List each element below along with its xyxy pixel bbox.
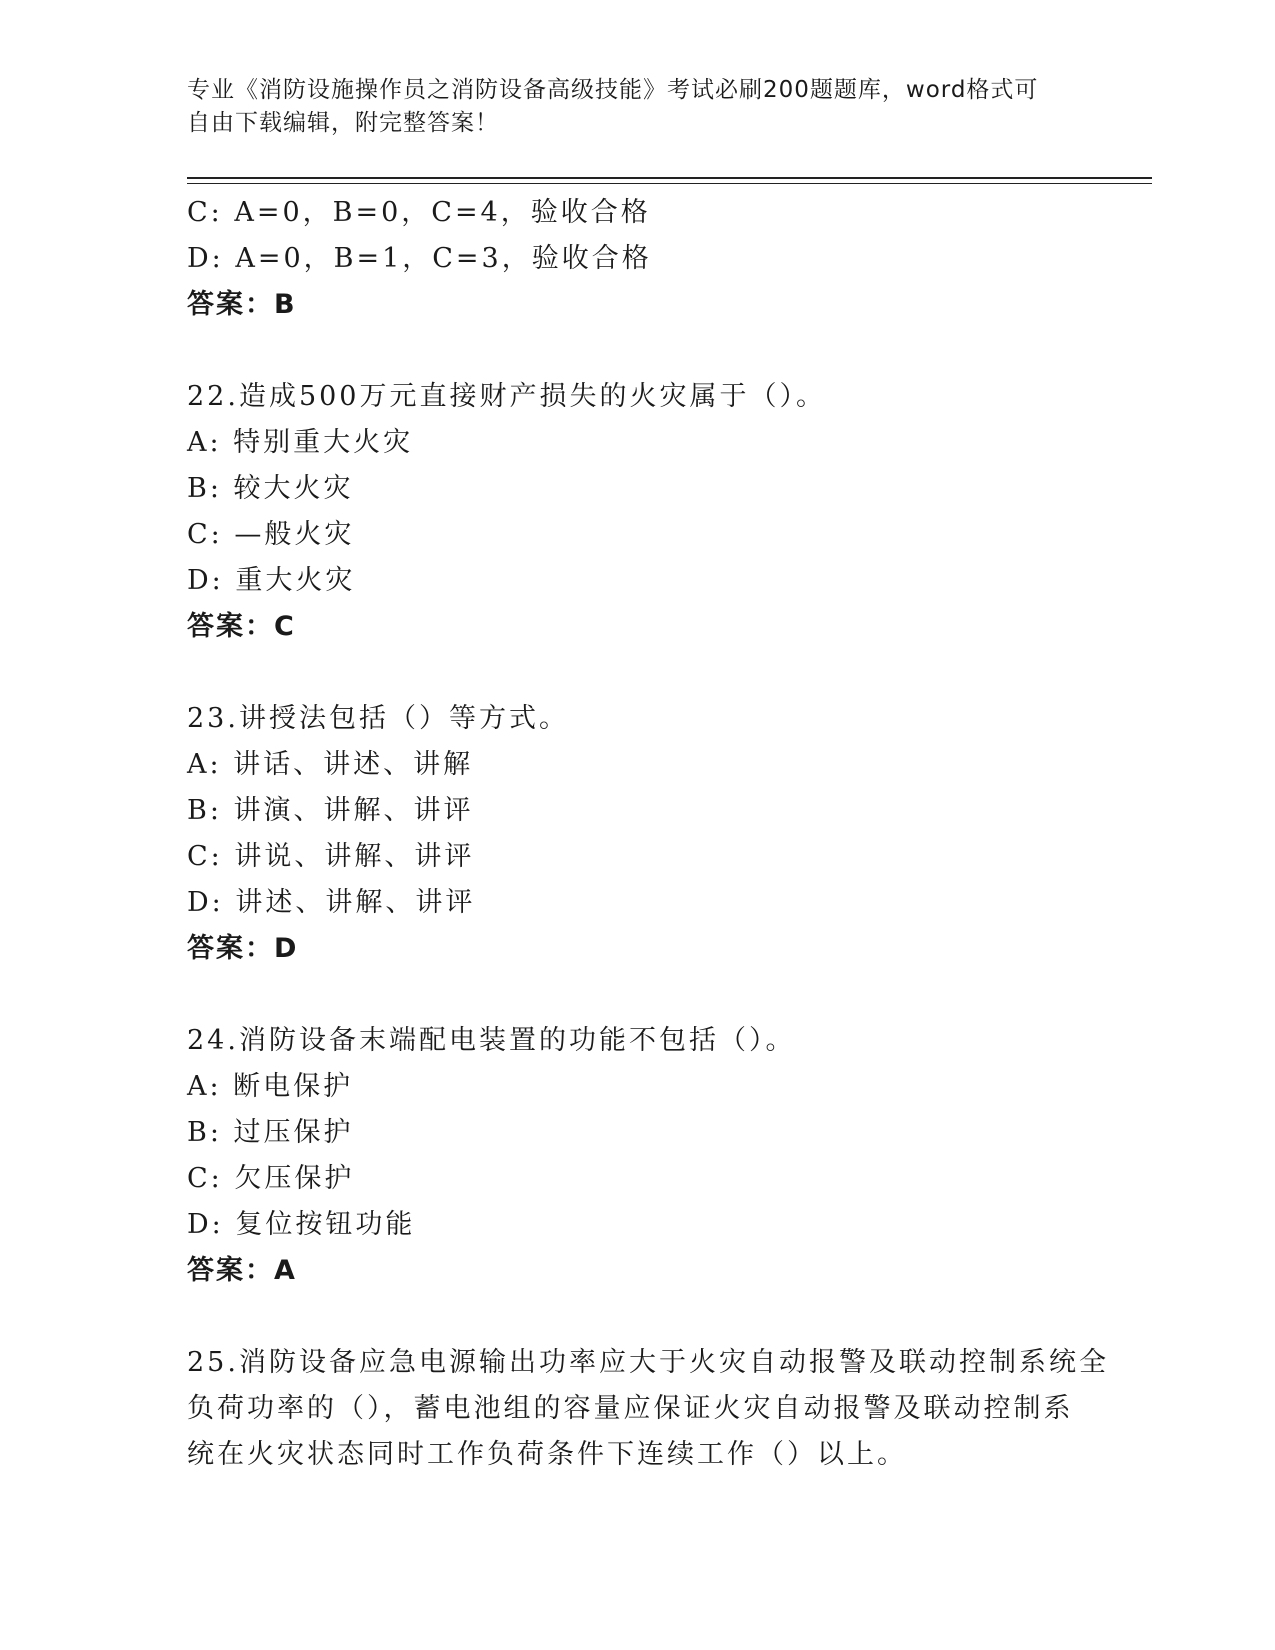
document-header: [187, 74, 1067, 140]
option-d: D: 复位按钮功能: [187, 1209, 416, 1240]
header-divider-thin: [187, 183, 1152, 184]
spacer: [187, 650, 1087, 696]
option-c: C: 欠压保护: [187, 1163, 355, 1194]
option-d: D: A=0，B=1，C=3，验收合格: [187, 243, 652, 274]
spacer: [187, 328, 1087, 374]
question-stem-line-3: 统在火灾状态同时工作负荷条件下连续工作（）以上。: [187, 1439, 907, 1470]
header-divider-thick: [187, 177, 1152, 179]
option-b: B: 过压保护: [187, 1117, 354, 1148]
option-b: B: 讲演、讲解、讲评: [187, 795, 474, 826]
option-a: A: 特别重大火灾: [187, 427, 414, 458]
question-25: [187, 1340, 1109, 1478]
option-c: C: A=0，B=0，C=4，验收合格: [187, 197, 651, 228]
spacer: [187, 1294, 1087, 1340]
answer-label: 答案：A: [187, 1255, 297, 1286]
option-d: D: 讲述、讲解、讲评: [187, 887, 476, 918]
question-list: [187, 190, 1109, 1478]
question-stem: 24.消防设备末端配电装置的功能不包括（）。: [187, 1025, 796, 1056]
question-stem: 22.造成500万元直接财产损失的火灾属于（）。: [187, 381, 826, 412]
question-24: [187, 1018, 1087, 1294]
question-21-tail: [187, 190, 1087, 328]
option-a: A: 讲话、讲述、讲解: [187, 749, 474, 780]
option-a: A: 断电保护: [187, 1071, 354, 1102]
answer-label: 答案：C: [187, 611, 296, 642]
spacer: [187, 972, 1087, 1018]
answer-label: 答案：B: [187, 289, 297, 320]
question-stem-line-1: 25.消防设备应急电源输出功率应大于火灾自动报警及联动控制系统全: [187, 1347, 1109, 1378]
question-stem: 23.讲授法包括（）等方式。: [187, 703, 569, 734]
header-line-2: 自由下载编辑，附完整答案！: [187, 110, 499, 136]
option-c: C: 讲说、讲解、讲评: [187, 841, 475, 872]
option-b: B: 较大火灾: [187, 473, 354, 504]
header-line-1: 专业《消防设施操作员之消防设备高级技能》考试必刷200题题库，word格式可: [187, 77, 1039, 103]
question-23: [187, 696, 1087, 972]
question-stem-line-2: 负荷功率的（），蓄电池组的容量应保证火灾自动报警及联动控制系: [187, 1393, 1074, 1424]
answer-label: 答案：D: [187, 933, 299, 964]
question-22: [187, 374, 1087, 650]
option-d: D: 重大火灾: [187, 565, 356, 596]
option-c: C: —般火灾: [187, 519, 355, 550]
